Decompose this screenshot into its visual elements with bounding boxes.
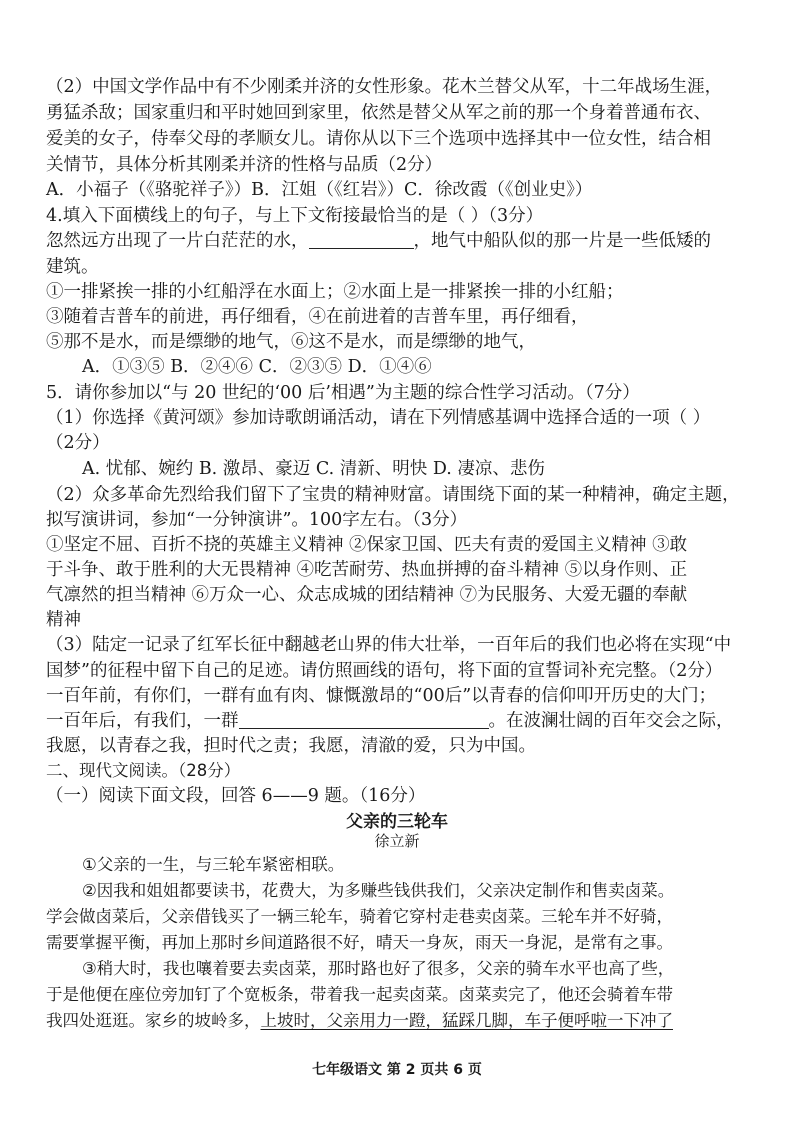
q4-2-line3: 爱美的女子，侍奉父母的孝顺女儿。请你从以下三个选项中选择其中一位女性，结合相 bbox=[46, 129, 711, 149]
q4-text-after-blank: ，地气中船队似的那一片是一些低矮的 bbox=[413, 231, 711, 251]
q4-option-row2: ③随着吉普车的前进，再仔细看，④在前进着的吉普车里，再仔细看， bbox=[46, 307, 589, 327]
article-paragraph1: ①父亲的一生，与三轮车紧密相联。 bbox=[82, 855, 345, 874]
article-paragraph3-line3 bbox=[46, 1009, 754, 1033]
article-paragraph3-line3-start: 我四处逛逛。家乡的坡岭多， bbox=[46, 1011, 261, 1030]
article-underlined-sentence: 上坡时，父亲用力一蹬，猛踩几脚，车子便呼啦一下冲了 bbox=[260, 1011, 673, 1030]
article-paragraph2-line2: 学会做卤菜后，父亲借钱买了一辆三轮车，骑着它穿村走巷卖卤菜。三轮车并不好骑， bbox=[46, 907, 673, 926]
section2-subheading: （一）阅读下面文段，回答 6——9 题。（16分） bbox=[46, 786, 426, 806]
q5-part3-line5: 我愿，以青春之我，担时代之责；我愿，清澈的爱，只为中国。 bbox=[46, 736, 536, 756]
q4-text-line2: 建筑。 bbox=[46, 257, 99, 277]
q4-text-line1 bbox=[46, 229, 754, 253]
q5-part3-line3: 一百年前，有你们，一群有血有肉、慷慨激昂的“00后”以青春的信仰叩开历史的大门； bbox=[46, 686, 717, 706]
article-author: 徐立新 bbox=[374, 832, 420, 850]
q4-2-line4: 关情节，具体分析其刚柔并济的性格与品质（2分） bbox=[46, 155, 443, 175]
q5-part1-choices: A. 忧郁、婉约 B. 激昂、豪迈 C. 清新、明快 D. 凄凉、悲伤 bbox=[82, 459, 545, 479]
q5-part2-line1: （2）众多革命先烈给我们留下了宝贵的精神财富。请围绕下面的某一种精神，确定主题， bbox=[46, 485, 740, 505]
q4-2-line2: 勇猛杀敌；国家重归和平时她回到家里，依然是替父从军之前的那一个身着普通布衣、 bbox=[46, 103, 711, 123]
q5-part2-line2: 拟写演讲词，参加“一分钟演讲”。100字左右。（3分） bbox=[46, 510, 468, 530]
q5-part2-line6: 精神 bbox=[46, 610, 81, 630]
q5-stem: 5．请你参加以“与 20 世纪的‘00 后’相遇”为主题的综合性学习活动。（7分） bbox=[46, 383, 640, 403]
article-paragraph2-line3: 需要掌握平衡，再加上那时乡间道路很不好，晴天一身灰，雨天一身泥，是常有之事。 bbox=[46, 933, 673, 952]
q4-answer-blank[interactable] bbox=[309, 230, 414, 249]
q4-choices: A．①③⑤ B．②④⑥ C．②③⑤ D．①④⑥ bbox=[82, 357, 432, 377]
q5-part3-line4 bbox=[46, 709, 754, 733]
q4-2-options: A．小福子（《骆驼祥子》）B．江姐（《红岩》）C．徐改霞（《创业史》） bbox=[46, 180, 593, 200]
q5-part3-line2: 国梦”的征程中留下自己的足迹。请仿照画线的语句，将下面的宣誓词补充完整。（2分） bbox=[46, 661, 723, 681]
page-footer: 七年级语文 第 2 页共 6 页 bbox=[312, 1062, 482, 1078]
article-title: 父亲的三轮车 bbox=[346, 812, 448, 832]
q5-part3-line1: （3）陆定一记录了红军长征中翻越老山界的伟大壮举，一百年后的我们也必将在实现“中 bbox=[46, 635, 732, 655]
q5-part3-answer-blank[interactable] bbox=[239, 710, 489, 729]
q4-text-before-blank: 忽然远方出现了一片白茫茫的水， bbox=[46, 231, 309, 251]
q5-part2-line5: 气凛然的担当精神 ⑥万众一心、众志成城的团结精神 ⑦为民服务、大爱无疆的奉献 bbox=[46, 585, 688, 605]
q5-part1-line1: （1）你选择《黄河颂》参加诗歌朗诵活动，请在下列情感基调中选择合适的一项（ ） bbox=[46, 408, 711, 428]
q4-option-row3: ⑤那不是水，而是缥缈的地气，⑥这不是水，而是缥缈的地气， bbox=[46, 332, 536, 352]
q5-part1-line2: （2分） bbox=[46, 433, 110, 453]
q4-stem: 4.填入下面横线上的句子，与上下文衔接最恰当的是（ ）（3分） bbox=[46, 206, 544, 226]
q4-2-line1: （2）中国文学作品中有不少刚柔并济的女性形象。花木兰替父从军，十二年战场生涯， bbox=[46, 77, 723, 97]
q5-part2-line3: ①坚定不屈、百折不挠的英雄主义精神 ②保家卫国、匹夫有责的爱国主义精神 ③敢 bbox=[46, 535, 688, 555]
article-paragraph3-line2: 于是他便在座位旁加钉了个宽板条，带着我一起卖卤菜。卤菜卖完了，他还会骑着车带 bbox=[46, 985, 673, 1004]
q4-option-row1: ①一排紧挨一排的小红船浮在水面上；②水面上是一排紧挨一排的小红船； bbox=[46, 282, 624, 302]
section2-heading: 二、现代文阅读。（28分） bbox=[46, 761, 241, 780]
q5-part3-after-blank: 。在波澜壮阔的百年交会之际， bbox=[488, 711, 734, 731]
article-paragraph2-line1: ②因我和姐姐都要读书，花费大，为多赚些钱供我们，父亲决定制作和售卖卤菜。 bbox=[82, 881, 675, 900]
q5-part3-before-blank: 一百年后，有我们，一群 bbox=[46, 711, 239, 731]
article-paragraph3-line1: ③稍大时，我也嚷着要去卖卤菜，那时路也好了很多，父亲的骑车水平也高了些， bbox=[82, 959, 675, 978]
q5-part2-line4: 于斗争、敢于胜利的大无畏精神 ④吃苦耐劳、热血拼搏的奋斗精神 ⑤以身作则、正 bbox=[46, 560, 688, 580]
